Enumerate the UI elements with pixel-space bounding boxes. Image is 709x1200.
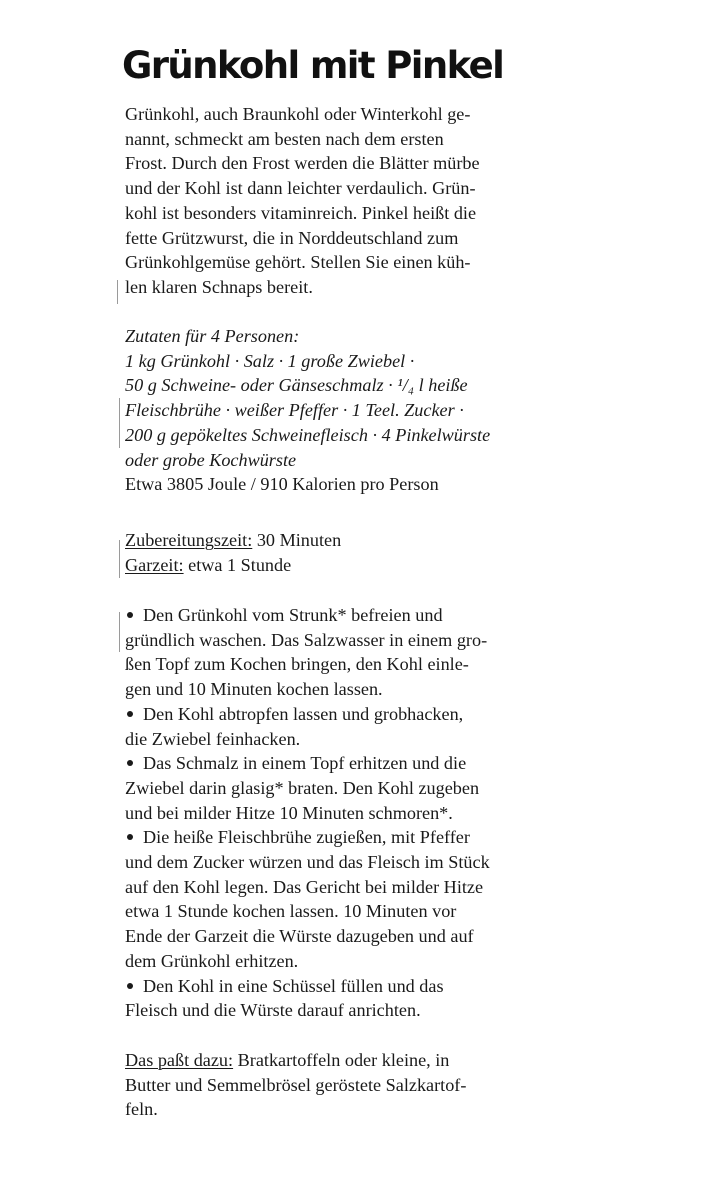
serving-first-line bbox=[125, 1048, 466, 1073]
step-line: auf den Kohl legen. Das Gericht bei milder Hitze bbox=[125, 876, 484, 897]
intro-line: Grünkohlgemüse gehört. Stellen Sie einen küh- bbox=[125, 252, 471, 273]
serving-text: Bratkartoffeln oder kleine, in bbox=[233, 1050, 450, 1070]
times-section bbox=[125, 528, 341, 577]
step-first-line bbox=[125, 974, 490, 999]
step-line: gen und 10 Minuten kochen lassen. bbox=[125, 679, 383, 700]
ingredients-line: Fleischbrühe · weißer Pfeffer · 1 Teel. Zucker · bbox=[125, 400, 464, 421]
prep-time bbox=[125, 528, 341, 553]
ingredients-heading: Zutaten für 4 Personen: bbox=[125, 326, 300, 346]
cook-time-label: Garzeit: bbox=[125, 554, 184, 575]
serving-line: Butter und Semmelbrösel geröstete Salzkartof- bbox=[125, 1074, 467, 1095]
scan-margin-mark bbox=[119, 540, 120, 578]
ingredients-line: 200 g gepökeltes Schweinefleisch · 4 Pinkelwürste bbox=[125, 424, 491, 445]
bullet-icon bbox=[127, 612, 133, 618]
step-line: die Zwiebel feinhacken. bbox=[125, 728, 301, 749]
scan-margin-mark bbox=[117, 280, 118, 304]
intro-line: Frost. Durch den Frost werden die Blätter mürbe bbox=[125, 153, 480, 174]
serving-label: Das paßt dazu: bbox=[125, 1050, 234, 1070]
step-first-line bbox=[125, 603, 490, 628]
bullet-icon bbox=[127, 711, 133, 717]
intro-line: nannt, schmeckt am besten nach dem ersten bbox=[125, 128, 444, 149]
intro-line: fette Grützwurst, die in Norddeutschland zum bbox=[125, 227, 459, 248]
step-line: und bei milder Hitze 10 Minuten schmoren*. bbox=[125, 802, 453, 823]
step-line: Fleisch und die Würste darauf anrichten. bbox=[125, 1000, 421, 1021]
recipe-intro bbox=[125, 102, 480, 300]
bullet-icon bbox=[127, 760, 133, 766]
step-line: und dem Zucker würzen und das Fleisch im Stück bbox=[125, 852, 490, 873]
step-first-line bbox=[125, 702, 490, 727]
bullet-icon bbox=[127, 834, 133, 840]
step-text: Den Kohl abtropfen lassen und grobhacken, bbox=[143, 703, 464, 724]
intro-line: len klaren Schnaps bereit. bbox=[125, 276, 313, 297]
ingredients-line: oder grobe Kochwürste bbox=[125, 449, 297, 470]
serving-suggestion bbox=[125, 1048, 466, 1122]
calories-line: Etwa 3805 Joule / 910 Kalorien pro Person bbox=[125, 474, 439, 495]
step-line: etwa 1 Stunde kochen lassen. 10 Minuten vor bbox=[125, 901, 457, 922]
step-line: dem Grünkohl erhitzen. bbox=[125, 950, 299, 971]
step-text: Den Grünkohl vom Strunk* befreien und bbox=[143, 605, 443, 625]
step-first-line bbox=[125, 825, 490, 850]
prep-time-label: Zubereitungszeit: bbox=[125, 530, 253, 550]
step-text: Die heiße Fleischbrühe zugießen, mit Pfeffer bbox=[143, 827, 470, 848]
serving-line: feln. bbox=[125, 1099, 158, 1120]
ingredients-line: 50 g Schweine- oder Gänseschmalz · ¹/₄ l heiße bbox=[125, 375, 468, 396]
ingredients-section bbox=[125, 324, 490, 497]
step-line: Ende der Garzeit die Würste dazugeben und auf bbox=[125, 926, 474, 947]
intro-line: und der Kohl ist dann leichter verdaulich. Grün- bbox=[125, 178, 476, 199]
steps-section bbox=[125, 603, 490, 1023]
bullet-icon bbox=[127, 983, 133, 989]
step-text: Das Schmalz in einem Topf erhitzen und die bbox=[143, 753, 467, 774]
intro-line: Grünkohl, auch Braunkohl oder Winterkohl ge- bbox=[125, 104, 471, 124]
scan-margin-mark bbox=[119, 612, 120, 652]
scan-margin-mark bbox=[119, 398, 120, 448]
step-line: gründlich waschen. Das Salzwasser in einem gro- bbox=[125, 629, 488, 650]
recipe-title: Grünkohl mit Pinkel bbox=[122, 44, 504, 87]
step-line: Zwiebel darin glasig* braten. Den Kohl zugeben bbox=[125, 777, 480, 798]
intro-line: kohl ist besonders vitaminreich. Pinkel heißt die bbox=[125, 202, 477, 223]
ingredients-line: 1 kg Grünkohl · Salz · 1 große Zwiebel · bbox=[125, 350, 415, 371]
step-first-line bbox=[125, 751, 490, 776]
prep-time-value: 30 Minuten bbox=[252, 530, 342, 550]
step-text: Den Kohl in eine Schüssel füllen und das bbox=[143, 975, 444, 996]
step-line: ßen Topf zum Kochen bringen, den Kohl einle- bbox=[125, 654, 469, 675]
cook-time bbox=[125, 553, 341, 578]
cook-time-value: etwa 1 Stunde bbox=[183, 554, 292, 575]
